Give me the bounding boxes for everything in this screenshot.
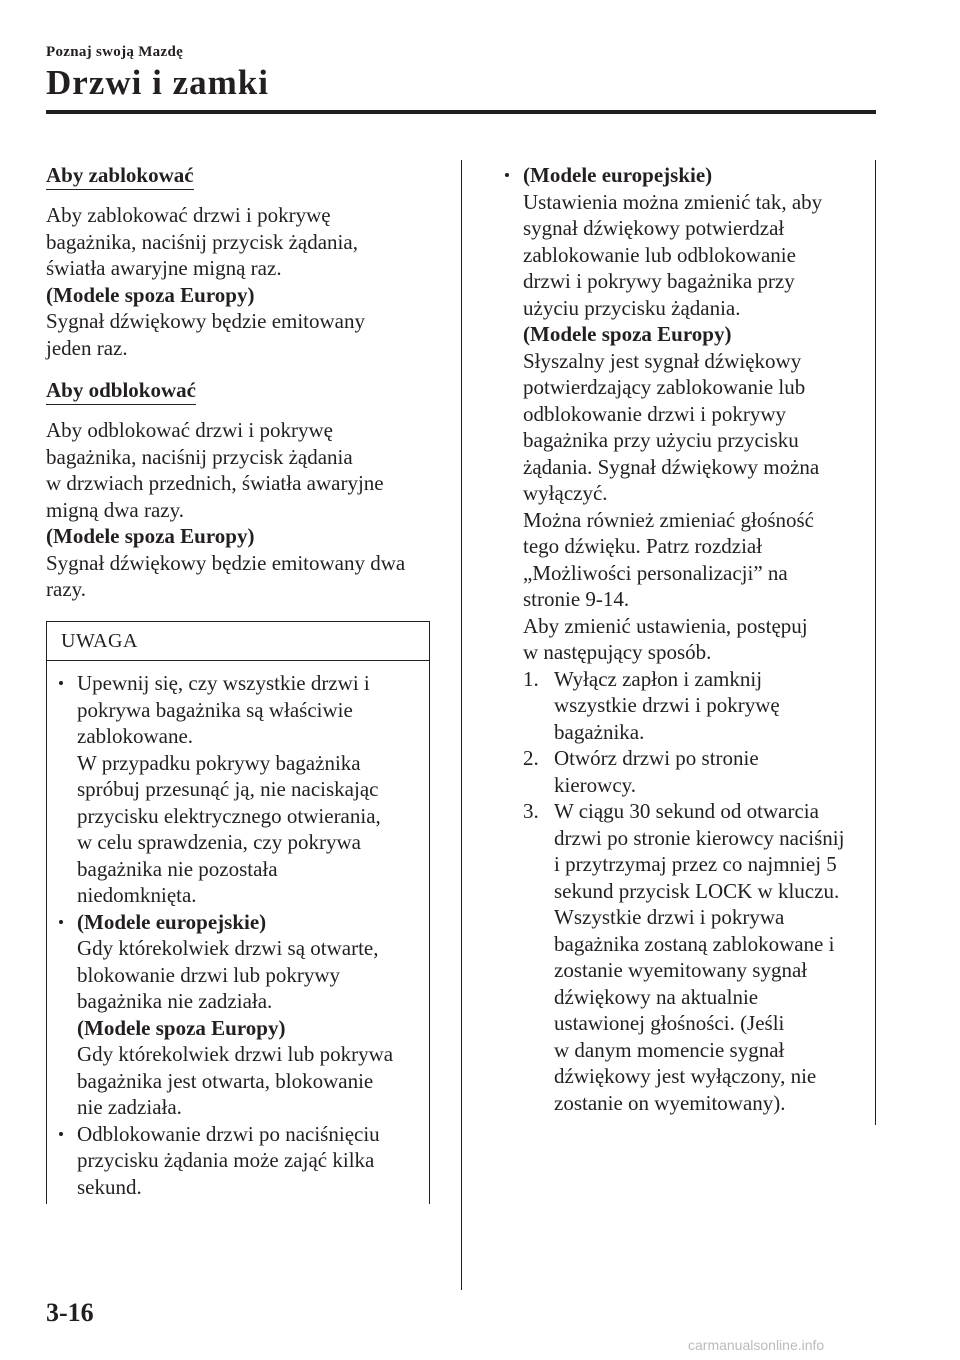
bullet-icon [59, 920, 63, 924]
step-line: i przytrzymaj przez co najmniej 5 [554, 852, 837, 876]
text-line: Sygnał dźwiękowy będzie emitowany dwa [46, 550, 406, 575]
text-line: Gdy którekolwiek drzwi są otwarte, [77, 936, 379, 960]
right-text-1 [523, 189, 873, 322]
step-item [523, 745, 873, 798]
step-line: sekund przycisk LOCK w kluczu. [554, 878, 840, 903]
text-line: Upewnij się, czy wszystkie drzwi i [77, 671, 370, 695]
lock-region-label: (Modele spoza Europy) [46, 282, 255, 307]
text-line: w drzwiach przednich, światła awaryjne [46, 471, 384, 495]
note-bullet-text [77, 935, 431, 1015]
text-line: bagażnika, naciśnij przycisk żądania, [46, 229, 358, 254]
step-number: 1. [523, 666, 539, 691]
text-line: zablokowane. [77, 724, 194, 748]
page-title: Drzwi i zamki [46, 63, 269, 102]
note-bullet [47, 1121, 431, 1201]
lock-region-text [46, 308, 446, 361]
text-line: Aby zmienić ustawienia, postępuj [523, 613, 808, 638]
text-line: sekund. [77, 1174, 142, 1199]
step-line: W ciągu 30 sekund od otwarcia [554, 799, 819, 823]
text-line: Można również zmieniać głośność [523, 507, 814, 532]
right-region-label: (Modele spoza Europy) [523, 322, 732, 346]
step-line: zostanie on wyemitowany). [554, 1090, 786, 1115]
step-line: bagażnika. [554, 719, 645, 744]
text-line: nie zadziała. [77, 1095, 182, 1119]
text-line: razy. [46, 577, 87, 601]
page-number: 3-16 [46, 1298, 94, 1327]
right-text-2 [523, 348, 873, 666]
watermark: carmanualsonline.info [688, 1337, 825, 1353]
text-line: bagażnika nie pozostała [77, 856, 278, 881]
step-line: drzwi po stronie kierowcy naciśnij [554, 825, 845, 850]
text-line: użyciu przycisku żądania. [523, 295, 741, 320]
step-line: wszystkie drzwi i pokrywę [554, 693, 780, 717]
text-line: bagażnika przy użyciu przycisku [523, 428, 799, 452]
note-bullet [47, 909, 431, 1121]
note-bullet-head: (Modele europejskie) [77, 909, 267, 934]
step-line: dźwiękowy na aktualnie [554, 984, 759, 1009]
text-line: Ustawienia można zmienić tak, aby [523, 189, 823, 214]
text-line: odblokowanie drzwi i pokrywy [523, 401, 787, 426]
bullet-icon [59, 1132, 63, 1136]
text-line: drzwi i pokrywy bagażnika przy [523, 269, 795, 293]
text-line: w celu sprawdzenia, czy pokrywa [77, 830, 361, 854]
left-column [46, 162, 446, 603]
text-line: „Możliwości personalizacji” na [523, 560, 788, 585]
text-line: tego dźwięku. Patrz rozdział [523, 534, 763, 558]
step-line: bagażnika zostaną zablokowane i [554, 931, 835, 956]
text-line: przycisku elektrycznego otwierania, [77, 803, 381, 828]
step-line: zostanie wyemitowany sygnał [554, 958, 808, 982]
lock-text [46, 202, 446, 282]
unlock-region-text [46, 550, 446, 603]
step-line: dźwiękowy jest wyłączony, nie [554, 1064, 817, 1088]
text-line: spróbuj przesunąć ją, nie naciskając [77, 777, 379, 801]
text-line: jeden raz. [46, 335, 128, 360]
text-line: przycisku żądania może zająć kilka [77, 1148, 375, 1172]
text-line: niedomknięta. [77, 883, 197, 907]
text-line: sygnał dźwiękowy potwierdzał [523, 216, 785, 240]
text-line: bagażnika nie zadziała. [77, 989, 273, 1013]
note-bullet-region: (Modele spoza Europy) [77, 1015, 286, 1040]
text-line: Aby odblokować drzwi i pokrywę [46, 418, 333, 442]
text-line: Słyszalny jest sygnał dźwiękowy [523, 348, 802, 373]
note-bullet-region-text [77, 1041, 431, 1121]
note-bullet-text [77, 1121, 431, 1201]
text-line: pokrywa bagażnika są właściwie [77, 697, 353, 722]
text-line: bagażnika jest otwarta, blokowanie [77, 1068, 374, 1093]
text-line: wyłączyć. [523, 481, 608, 505]
steps-list [523, 666, 873, 1117]
unlock-region-label: (Modele spoza Europy) [46, 524, 255, 548]
step-item [523, 798, 873, 1116]
text-line: w następujący sposób. [523, 640, 712, 664]
unlock-heading: Aby odblokować [46, 378, 196, 405]
right-bullet-head: (Modele europejskie) [523, 163, 713, 187]
note-title: UWAGA [61, 630, 138, 652]
right-column-rule [875, 160, 876, 1125]
step-number: 2. [523, 746, 539, 770]
note-box [46, 621, 430, 1204]
text-line: zablokowanie lub odblokowanie [523, 242, 796, 267]
unlock-text [46, 417, 446, 523]
step-item [523, 666, 873, 746]
text-line: blokowanie drzwi lub pokrywy [77, 962, 341, 987]
step-line: Wyłącz zapłon i zamknij [554, 666, 763, 691]
lock-heading: Aby zablokować [46, 163, 194, 190]
step-line: w danym momencie sygnał [554, 1037, 785, 1062]
step-line: kierowcy. [554, 772, 637, 797]
text-line: potwierdzający zablokowanie lub [523, 375, 806, 399]
text-line: Odblokowanie drzwi po naciśnięciu [77, 1121, 380, 1146]
note-bullet-text [77, 670, 431, 909]
header-rule [46, 110, 876, 114]
text-line: bagażnika, naciśnij przycisk żądania [46, 444, 353, 469]
step-line: ustawionej głośności. (Jeśli [554, 1011, 785, 1035]
text-line: światła awaryjne migną raz. [46, 256, 282, 280]
step-line: Wszystkie drzwi i pokrywa [554, 905, 785, 929]
text-line: Aby zablokować drzwi i pokrywę [46, 203, 331, 227]
text-line: żądania. Sygnał dźwiękowy można [523, 454, 820, 479]
text-line: W przypadku pokrywy bagażnika [77, 750, 361, 775]
bullet-icon [59, 681, 63, 685]
bullet-icon [505, 173, 509, 177]
right-bullet [493, 162, 873, 1116]
column-divider [461, 160, 462, 1290]
step-line: Otwórz drzwi po stronie [554, 746, 759, 770]
text-line: stronie 9-14. [523, 587, 630, 611]
text-line: Gdy którekolwiek drzwi lub pokrywa [77, 1042, 394, 1066]
text-line: migną dwa razy. [46, 497, 184, 522]
note-content [47, 670, 431, 1200]
section-subtitle: Poznaj swoją Mazdę [46, 44, 184, 60]
right-column [493, 162, 873, 1116]
note-bullet [47, 670, 431, 909]
note-title-rule [47, 660, 429, 661]
step-number: 3. [523, 799, 539, 823]
text-line: Sygnał dźwiękowy będzie emitowany [46, 309, 365, 333]
